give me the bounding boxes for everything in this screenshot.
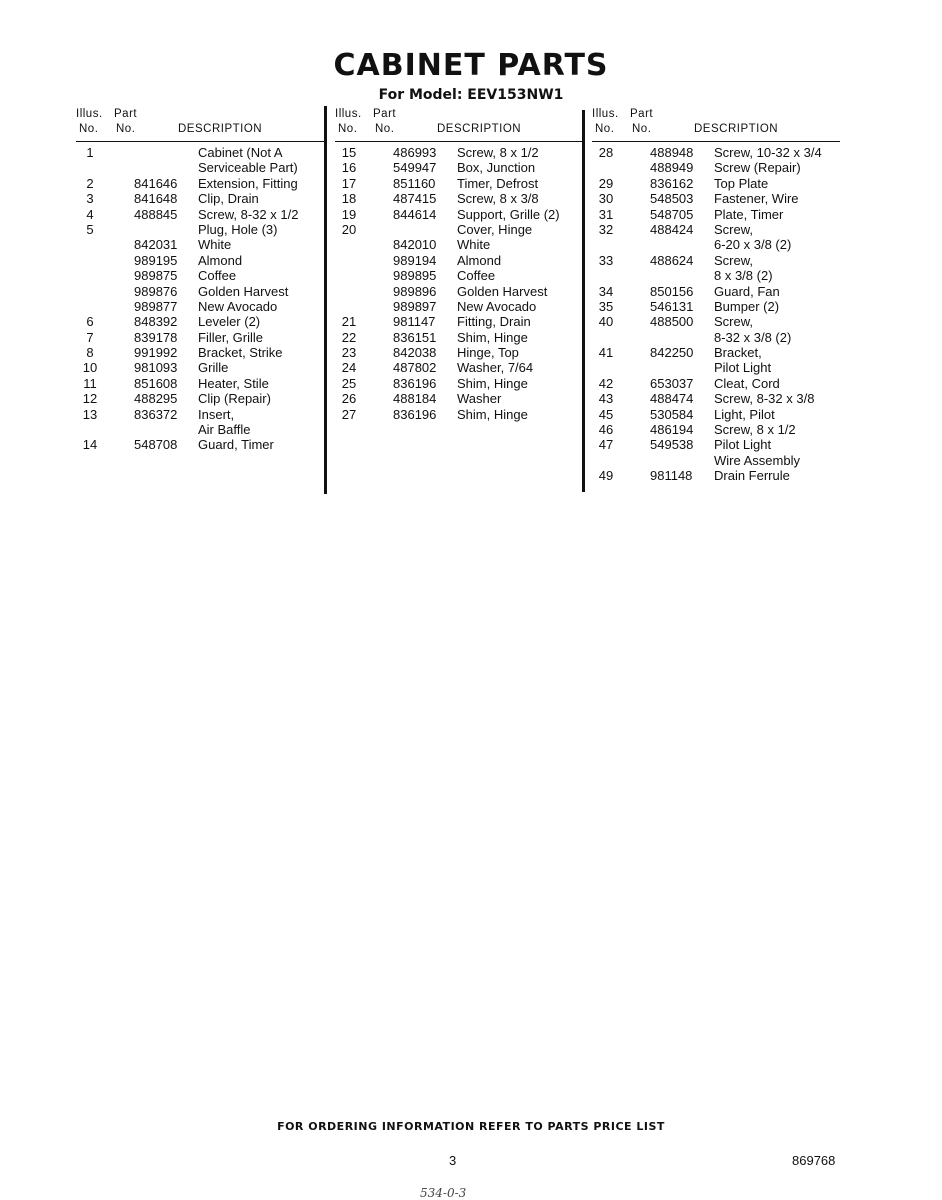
illus-number: 24 xyxy=(341,360,357,376)
parts-row xyxy=(335,145,583,160)
illus-number: 41 xyxy=(598,345,614,361)
illus-number: 8 xyxy=(86,345,94,361)
part-number: 836372 xyxy=(134,406,178,422)
header-rule xyxy=(592,141,840,142)
part-description: Washer xyxy=(457,391,502,407)
parts-row xyxy=(76,391,324,406)
parts-row xyxy=(76,330,324,345)
parts-row xyxy=(335,253,583,268)
part-description: Bracket, Strike xyxy=(198,345,283,361)
part-number: 839178 xyxy=(134,329,178,345)
model-subtitle: For Model: EEV153NW1 xyxy=(378,87,564,103)
parts-row xyxy=(76,145,324,160)
parts-row xyxy=(335,407,583,422)
column-header-bottom xyxy=(76,123,324,138)
handwritten-note: 534-0-3 xyxy=(420,1186,467,1200)
parts-row xyxy=(335,360,583,375)
part-description: 8-32 x 3/8 (2) xyxy=(714,329,792,345)
parts-row xyxy=(592,391,840,406)
illus-number: 17 xyxy=(341,175,357,191)
parts-row xyxy=(76,360,324,375)
part-description: Screw, 8 x 1/2 xyxy=(457,145,539,160)
illus-number: 1 xyxy=(86,145,94,160)
part-no-header: No. xyxy=(375,123,395,135)
part-description: Clip, Drain xyxy=(198,191,259,207)
illus-number: 49 xyxy=(598,468,614,484)
part-description: Plug, Hole (3) xyxy=(198,221,278,237)
part-description: New Avocado xyxy=(198,298,278,314)
part-header: Part xyxy=(630,108,654,120)
parts-row xyxy=(76,437,324,452)
part-description: Golden Harvest xyxy=(457,283,548,299)
parts-row xyxy=(592,160,840,175)
parts-row xyxy=(592,360,840,375)
part-number: 488624 xyxy=(650,252,694,268)
part-number: 487802 xyxy=(393,360,437,376)
parts-row xyxy=(592,253,840,268)
part-number: 842031 xyxy=(134,237,178,253)
illus-number: 7 xyxy=(86,329,94,345)
part-description: Leveler (2) xyxy=(198,314,261,330)
part-number: 836162 xyxy=(650,175,694,191)
parts-row xyxy=(76,207,324,222)
part-description: Almond xyxy=(198,252,243,268)
illus-no-header: No. xyxy=(338,123,358,135)
part-number: 549947 xyxy=(393,160,437,176)
part-description: Screw, 8-32 x 3/8 xyxy=(714,391,815,407)
parts-row xyxy=(335,207,583,222)
part-number: 488474 xyxy=(650,391,694,407)
part-description: Air Baffle xyxy=(198,422,251,438)
illus-number: 22 xyxy=(341,329,357,345)
illus-number: 11 xyxy=(83,375,97,391)
part-description: Pilot Light xyxy=(714,360,772,376)
part-description: Screw, xyxy=(714,314,754,330)
illus-number: 13 xyxy=(82,406,98,422)
illus-number: 5 xyxy=(86,221,94,237)
parts-row xyxy=(592,176,840,191)
part-description: Timer, Defrost xyxy=(457,175,539,191)
parts-row xyxy=(335,222,583,237)
part-description: White xyxy=(198,237,232,253)
illus-header: Illus. xyxy=(76,108,103,120)
parts-row xyxy=(592,437,840,452)
illus-number: 33 xyxy=(598,252,614,268)
illus-number: 10 xyxy=(82,360,98,376)
part-number: 486194 xyxy=(650,422,694,438)
parts-row xyxy=(76,253,324,268)
part-number: 488295 xyxy=(134,391,178,407)
part-description: Support, Grille (2) xyxy=(457,206,560,222)
illus-number: 27 xyxy=(341,406,357,422)
parts-row xyxy=(335,391,583,406)
illus-number: 12 xyxy=(82,391,98,407)
part-description: Grille xyxy=(198,360,229,376)
parts-row xyxy=(592,468,840,483)
part-number: 991992 xyxy=(134,345,178,361)
parts-row xyxy=(335,345,583,360)
parts-row xyxy=(592,376,840,391)
parts-row xyxy=(76,422,324,437)
illus-number: 19 xyxy=(341,206,357,222)
parts-row xyxy=(592,191,840,206)
part-number: 486993 xyxy=(393,145,437,160)
part-number: 989876 xyxy=(134,283,178,299)
illus-number: 2 xyxy=(86,175,94,191)
illus-number: 46 xyxy=(598,422,614,438)
illus-number: 20 xyxy=(341,221,357,237)
illus-number: 47 xyxy=(598,437,614,453)
part-number: 487415 xyxy=(393,191,437,207)
page-number: 3 xyxy=(449,1153,457,1168)
parts-list xyxy=(592,145,840,484)
part-number: 981148 xyxy=(650,468,693,484)
part-description: Screw (Repair) xyxy=(714,160,801,176)
part-number: 981093 xyxy=(134,360,178,376)
illus-number: 45 xyxy=(598,406,614,422)
column-header-top xyxy=(592,108,840,123)
part-description: Shim, Hinge xyxy=(457,375,528,391)
column-divider-left xyxy=(324,106,327,494)
parts-row xyxy=(76,191,324,206)
parts-row xyxy=(335,314,583,329)
part-number: 851608 xyxy=(134,375,178,391)
part-description: Wire Assembly xyxy=(714,452,800,468)
part-description: Cabinet (Not A xyxy=(198,145,283,160)
part-number: 989194 xyxy=(393,252,437,268)
parts-row xyxy=(592,222,840,237)
parts-column-3 xyxy=(592,108,840,484)
part-number: 488184 xyxy=(393,391,437,407)
part-number: 488948 xyxy=(650,145,694,160)
column-header-top xyxy=(335,108,583,123)
part-description: Screw, 10-32 x 3/4 xyxy=(714,145,822,160)
illus-number: 25 xyxy=(341,375,357,391)
part-description: Clip (Repair) xyxy=(198,391,271,407)
part-description: Screw, xyxy=(714,252,754,268)
part-number: 836196 xyxy=(393,375,437,391)
part-number: 488424 xyxy=(650,221,694,237)
parts-row xyxy=(76,407,324,422)
column-header-top xyxy=(76,108,324,123)
illus-number: 26 xyxy=(341,391,357,407)
part-number: 653037 xyxy=(650,375,694,391)
part-number: 836196 xyxy=(393,406,437,422)
parts-column-2 xyxy=(335,108,583,422)
parts-column-1 xyxy=(76,108,324,453)
part-number: 488500 xyxy=(650,314,694,330)
illus-number: 35 xyxy=(598,298,614,314)
part-number: 842010 xyxy=(393,237,437,253)
illus-number: 16 xyxy=(341,160,357,176)
part-no-header: No. xyxy=(632,123,652,135)
part-description: Top Plate xyxy=(714,175,769,191)
parts-row xyxy=(76,222,324,237)
part-description: Fitting, Drain xyxy=(457,314,531,330)
parts-row xyxy=(335,330,583,345)
part-number: 981147 xyxy=(393,314,436,330)
page-title: CABINET PARTS xyxy=(333,48,609,83)
description-header: DESCRIPTION xyxy=(437,123,522,135)
column-header-bottom xyxy=(592,123,840,138)
illus-number: 40 xyxy=(598,314,614,330)
parts-row xyxy=(592,407,840,422)
illus-number: 14 xyxy=(82,437,98,453)
parts-row xyxy=(592,145,840,160)
parts-row xyxy=(76,237,324,252)
part-description: Extension, Fitting xyxy=(198,175,298,191)
part-description: Screw, 8 x 1/2 xyxy=(714,422,796,438)
parts-list xyxy=(335,145,583,422)
part-number: 530584 xyxy=(650,406,694,422)
parts-row xyxy=(76,345,324,360)
part-description: Shim, Hinge xyxy=(457,329,528,345)
parts-list xyxy=(76,145,324,453)
parts-row xyxy=(592,284,840,299)
part-description: Light, Pilot xyxy=(714,406,775,422)
illus-number: 42 xyxy=(598,375,614,391)
part-number: 836151 xyxy=(393,329,437,345)
illus-number: 21 xyxy=(341,314,357,330)
parts-row xyxy=(335,176,583,191)
part-description: Screw, 8 x 3/8 xyxy=(457,191,539,207)
illus-number: 3 xyxy=(86,191,94,207)
part-number: 989896 xyxy=(393,283,437,299)
parts-row xyxy=(592,268,840,283)
part-description: Drain Ferrule xyxy=(714,468,790,484)
parts-row xyxy=(76,160,324,175)
part-description: Almond xyxy=(457,252,502,268)
part-description: Heater, Stile xyxy=(198,375,269,391)
part-number: 488845 xyxy=(134,206,178,222)
column-header-bottom xyxy=(335,123,583,138)
document-number: 869768 xyxy=(792,1153,836,1168)
parts-row xyxy=(592,207,840,222)
parts-row xyxy=(592,345,840,360)
part-description: Shim, Hinge xyxy=(457,406,528,422)
part-description: Hinge, Top xyxy=(457,345,519,361)
parts-row xyxy=(592,330,840,345)
part-description: Pilot Light xyxy=(714,437,772,453)
part-description: Bracket, xyxy=(714,345,762,361)
illus-number: 30 xyxy=(598,191,614,207)
part-number: 548503 xyxy=(650,191,694,207)
parts-row xyxy=(335,191,583,206)
part-number: 842038 xyxy=(393,345,437,361)
illus-number: 31 xyxy=(598,206,614,222)
parts-row xyxy=(592,314,840,329)
part-number: 549538 xyxy=(650,437,694,453)
part-description: Serviceable Part) xyxy=(198,160,298,176)
parts-row xyxy=(335,284,583,299)
part-header: Part xyxy=(373,108,397,120)
parts-row xyxy=(335,160,583,175)
part-number: 842250 xyxy=(650,345,694,361)
parts-row xyxy=(76,284,324,299)
illus-number: 15 xyxy=(341,145,357,160)
part-no-header: No. xyxy=(116,123,136,135)
part-number: 850156 xyxy=(650,283,694,299)
part-description: 8 x 3/8 (2) xyxy=(714,268,773,284)
part-number: 848392 xyxy=(134,314,178,330)
parts-row xyxy=(335,268,583,283)
part-description: Washer, 7/64 xyxy=(457,360,534,376)
part-number: 851160 xyxy=(393,175,436,191)
description-header: DESCRIPTION xyxy=(178,123,263,135)
parts-row xyxy=(76,314,324,329)
description-header: DESCRIPTION xyxy=(694,123,779,135)
parts-row xyxy=(592,237,840,252)
parts-row xyxy=(592,453,840,468)
header-rule xyxy=(335,141,583,142)
part-description: New Avocado xyxy=(457,298,537,314)
part-number: 989875 xyxy=(134,268,178,284)
illus-no-header: No. xyxy=(79,123,99,135)
parts-row xyxy=(592,299,840,314)
illus-number: 23 xyxy=(341,345,357,361)
part-number: 546131 xyxy=(650,298,694,314)
parts-row xyxy=(76,376,324,391)
part-number: 989895 xyxy=(393,268,437,284)
part-number: 548708 xyxy=(134,437,178,453)
header-rule xyxy=(76,141,324,142)
illus-header: Illus. xyxy=(592,108,619,120)
illus-number: 6 xyxy=(86,314,94,330)
illus-number: 4 xyxy=(86,206,94,222)
part-description: Screw, 8-32 x 1/2 xyxy=(198,206,299,222)
part-description: Bumper (2) xyxy=(714,298,780,314)
illus-header: Illus. xyxy=(335,108,362,120)
part-number: 488949 xyxy=(650,160,694,176)
part-number: 841648 xyxy=(134,191,178,207)
illus-number: 32 xyxy=(598,221,614,237)
parts-row xyxy=(76,299,324,314)
part-number: 844614 xyxy=(393,206,437,222)
part-number: 841646 xyxy=(134,175,178,191)
illus-number: 29 xyxy=(598,175,614,191)
ordering-footer: FOR ORDERING INFORMATION REFER TO PARTS PRICE LIST xyxy=(277,1120,665,1133)
parts-row xyxy=(76,176,324,191)
part-description: Guard, Timer xyxy=(198,437,274,453)
part-description: Filler, Grille xyxy=(198,329,264,345)
part-description: Fastener, Wire xyxy=(714,191,799,207)
parts-row xyxy=(335,237,583,252)
parts-row xyxy=(335,376,583,391)
parts-row xyxy=(592,422,840,437)
part-description: Golden Harvest xyxy=(198,283,289,299)
part-description: Coffee xyxy=(457,268,496,284)
part-description: Insert, xyxy=(198,406,235,422)
part-header: Part xyxy=(114,108,138,120)
illus-number: 34 xyxy=(598,283,614,299)
part-description: Screw, xyxy=(714,221,754,237)
part-description: Guard, Fan xyxy=(714,283,780,299)
part-number: 989195 xyxy=(134,252,178,268)
part-description: Cleat, Cord xyxy=(714,375,780,391)
part-description: Box, Junction xyxy=(457,160,536,176)
part-number: 989897 xyxy=(393,298,437,314)
illus-number: 28 xyxy=(598,145,614,160)
illus-no-header: No. xyxy=(595,123,615,135)
parts-row xyxy=(335,299,583,314)
part-description: White xyxy=(457,237,491,253)
part-description: Coffee xyxy=(198,268,237,284)
illus-number: 43 xyxy=(598,391,614,407)
part-number: 989877 xyxy=(134,298,178,314)
illus-number: 18 xyxy=(341,191,357,207)
parts-row xyxy=(76,268,324,283)
part-description: Plate, Timer xyxy=(714,206,784,222)
part-description: 6-20 x 3/8 (2) xyxy=(714,237,792,253)
part-number: 548705 xyxy=(650,206,694,222)
part-description: Cover, Hinge xyxy=(457,221,533,237)
